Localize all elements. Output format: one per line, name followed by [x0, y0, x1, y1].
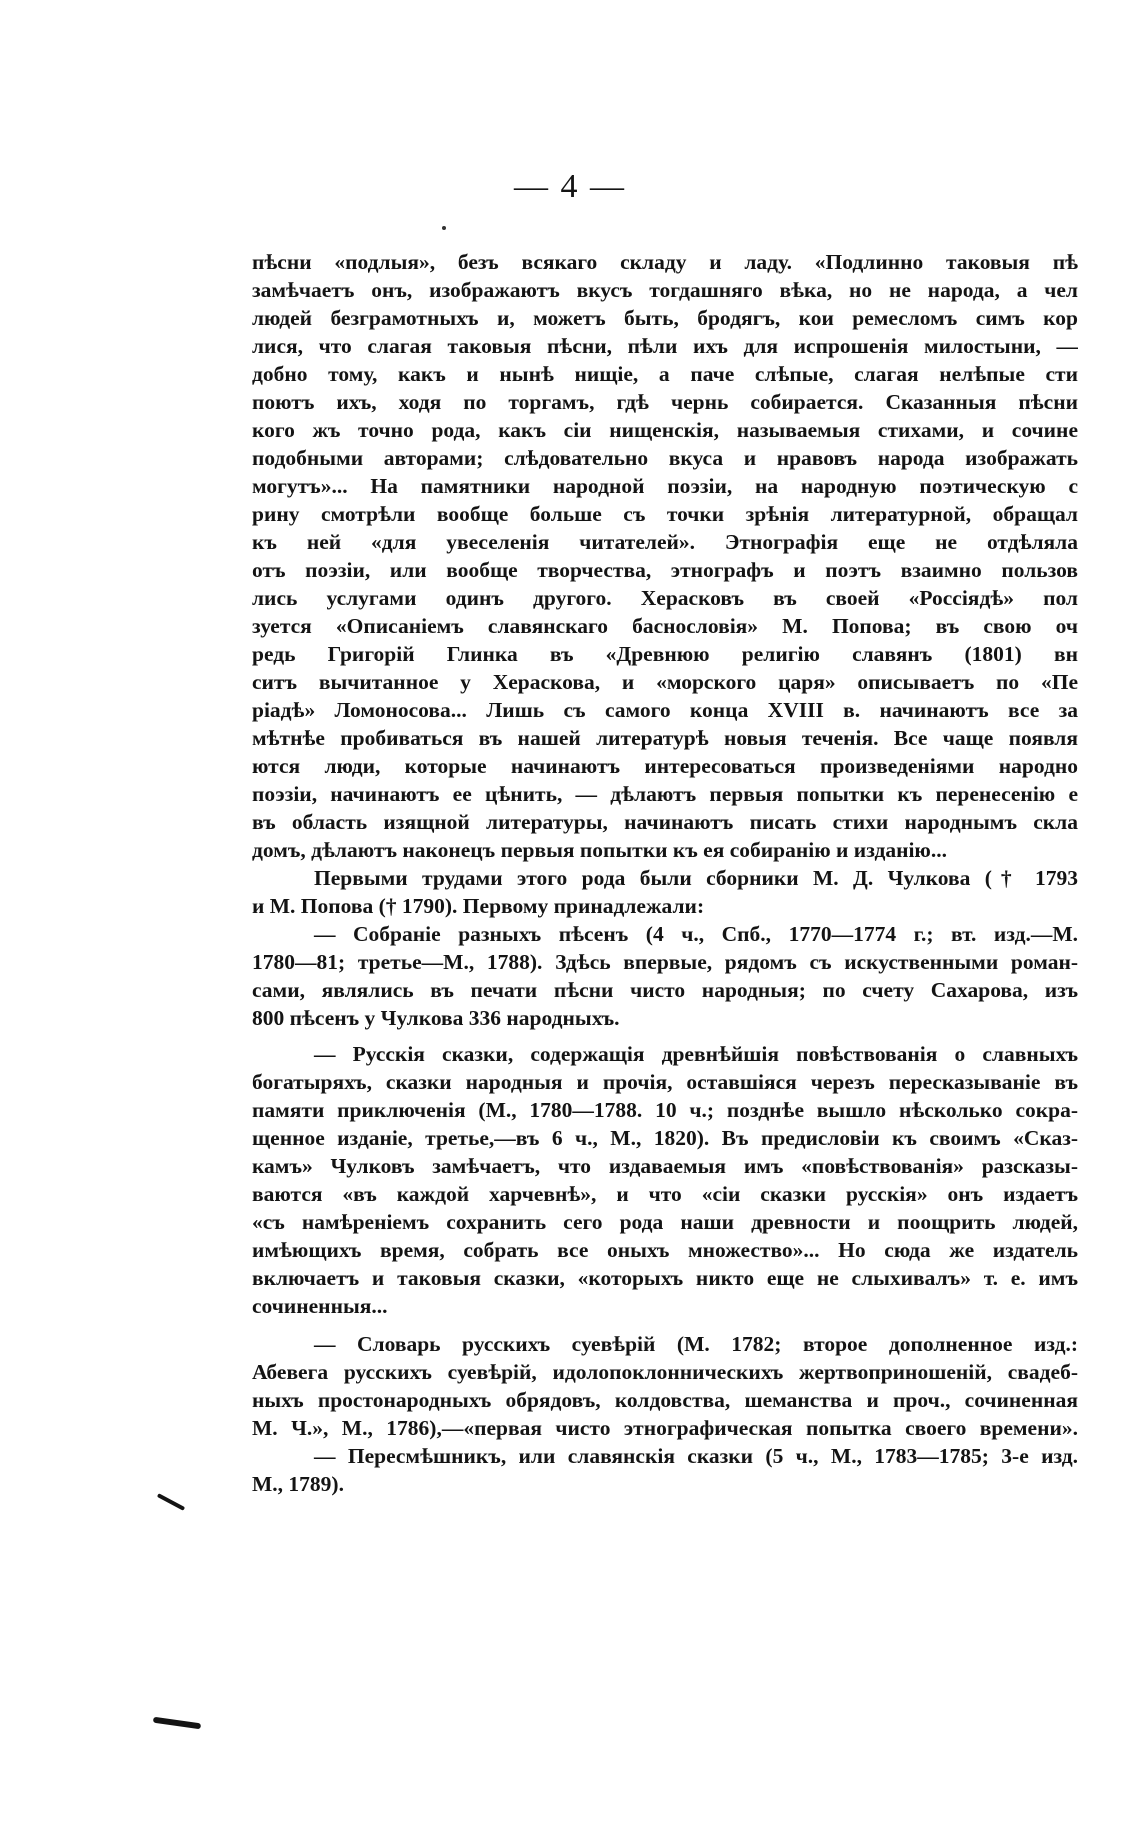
text-line: 800 пѣсенъ у Чулкова 336 народныхъ.	[252, 1006, 620, 1030]
ink-mark	[153, 1717, 201, 1730]
text-line: щенное изданіе, третье,—въ 6 ч., М., 1820). Въ предисловіи къ своимъ «Сказ-	[252, 1126, 1078, 1150]
bibliography-entry-line: — Русскія сказки, содержащія древнѣйшія повѣствованія о славныхъ	[314, 1042, 1078, 1066]
text-line: замѣчаетъ онъ, изображаютъ вкусъ тогдашняго вѣка, но не народа, а чел	[252, 278, 1078, 302]
text-line: поютъ ихъ, ходя по торгамъ, гдѣ чернь собирается. Сказанныя пѣсни	[252, 390, 1078, 414]
text-line: М. Ч.», М., 1786),—«первая чисто этнографическая попытка своего времени».	[252, 1416, 1078, 1440]
text-line: рину смотрѣли вообще больше съ точки зрѣнія литературной, обращал	[252, 502, 1078, 526]
text-line: пѣсни «подлыя», безъ всякаго складу и ладу. «Подлинно таковыя пѣ	[252, 250, 1078, 274]
text-line: въ область изящной литературы, начинаютъ писать стихи народнымъ скла	[252, 810, 1078, 834]
text-line: поэзіи, начинаютъ ее цѣнить, — дѣлаютъ первыя попытки къ перенесенію е	[252, 782, 1078, 806]
text-line: памяти приключенія (М., 1780—1788. 10 ч.; позднѣе вышло нѣсколько сокра-	[252, 1098, 1078, 1122]
text-line: богатыряхъ, сказки народныя и прочія, оставшіяся черезъ пересказываніе въ	[252, 1070, 1078, 1094]
bibliography-entry-line: — Собраніе разныхъ пѣсенъ (4 ч., Спб., 1770—1774 г.; вт. изд.—М.	[314, 922, 1078, 946]
ink-speck	[442, 226, 446, 230]
text-line: кого жъ точно рода, какъ сіи нищенскія, называемыя стихами, и сочине	[252, 418, 1078, 442]
text-line: къ ней «для увеселенія читателей». Этнографія еще не отдѣляла	[252, 530, 1078, 554]
text-line: добно тому, какъ и нынѣ нищіе, а паче слѣпые, слагая нелѣпые сти	[252, 362, 1078, 386]
bibliography-entry-line: — Словарь русскихъ суевѣрій (М. 1782; второе дополненное изд.:	[314, 1332, 1078, 1356]
text-line: ваются «въ каждой харчевнѣ», и что «сіи сказки русскія» онъ издаетъ	[252, 1182, 1078, 1206]
text-line: Первыми трудами этого рода были сборники М. Д. Чулкова († 1793	[314, 866, 1078, 890]
text-line: сочиненныя...	[252, 1294, 388, 1318]
text-line: ются люди, которые начинаютъ интересоваться произведеніями народно	[252, 754, 1078, 778]
text-line: редь Григорій Глинка въ «Древнюю религію славянъ (1801) вн	[252, 642, 1078, 666]
ink-mark	[157, 1493, 185, 1511]
text-line: домъ, дѣлаютъ наконецъ первыя попытки къ ея собиранію и изданію...	[252, 838, 947, 862]
text-line: зуется «Описаніемъ славянскаго баснословія» М. Попова; въ свою оч	[252, 614, 1078, 638]
text-line: сами, являлись въ печати пѣсни чисто народныя; по счету Сахарова, изъ	[252, 978, 1078, 1002]
text-line: камъ» Чулковъ замѣчаетъ, что издаваемыя имъ «повѣствованія» разсказы-	[252, 1154, 1078, 1178]
text-line: ситъ вычитанное у Хераскова, и «морского царя» описываетъ по «Пе	[252, 670, 1078, 694]
text-line: имѣющихъ время, собрать все оныхъ множество»... Но сюда же издатель	[252, 1238, 1078, 1262]
text-line: ріадѣ» Ломоносова... Лишь съ самого конца XVIII в. начинаютъ все за	[252, 698, 1078, 722]
text-line: и М. Попова († 1790). Первому принадлежали:	[252, 894, 705, 918]
bibliography-entry-line: — Пересмѣшникъ, или славянскія сказки (5 ч., М., 1783—1785; 3-е изд.	[314, 1444, 1078, 1468]
text-line: людей безграмотныхъ и, можетъ быть, бродягъ, кои ремесломъ симъ кор	[252, 306, 1078, 330]
text-line: отъ поэзіи, или вообще творчества, этнографъ и поэтъ взаимно пользов	[252, 558, 1078, 582]
text-line: 1780—81; третье—М., 1788). Здѣсь впервые, рядомъ съ искуственными роман-	[252, 950, 1078, 974]
text-line: мѣтнѣе пробиваться въ нашей литературѣ новыя теченія. Все чаще появля	[252, 726, 1078, 750]
text-line: М., 1789).	[252, 1472, 344, 1496]
page-number: — 4 —	[514, 168, 626, 205]
text-line: включаетъ и таковыя сказки, «которыхъ никто еще не слыхивалъ» т. е. имъ	[252, 1266, 1078, 1290]
text-line: лися, что слагая таковыя пѣсни, пѣли ихъ для испрошенія милостыни, —	[252, 334, 1078, 358]
text-line: могутъ»... На памятники народной поэзіи, на народную поэтическую с	[252, 474, 1078, 498]
text-line: Абевега русскихъ суевѣрій, идолопоклонническихъ жертвоприношеній, свадеб-	[252, 1360, 1078, 1384]
text-line: подобными авторами; слѣдовательно вкуса и нравовъ народа изображать	[252, 446, 1078, 470]
body-text	[252, 248, 1078, 1498]
text-line: «съ намѣреніемъ сохранить сего рода наши древности и поощрить людей,	[252, 1210, 1078, 1234]
text-line: ныхъ простонародныхъ обрядовъ, колдовства, шеманства и проч., сочиненная	[252, 1388, 1078, 1412]
text-line: лись услугами одинъ другого. Херасковъ въ своей «Россіядѣ» пол	[252, 586, 1078, 610]
